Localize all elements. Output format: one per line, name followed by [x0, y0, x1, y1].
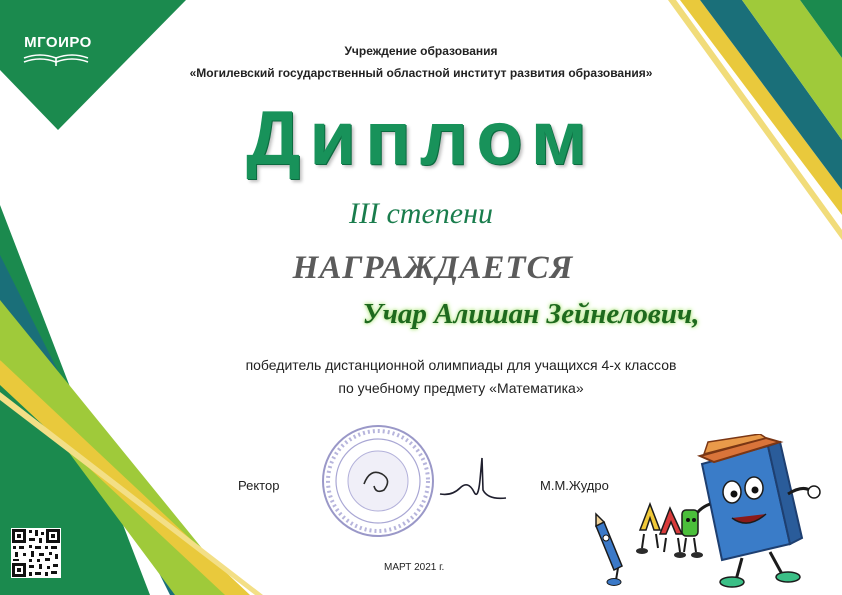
cartoon-book-mascot-illustration: [582, 434, 828, 588]
official-stamp: [318, 422, 438, 540]
qr-code: [11, 528, 61, 578]
diploma-title: Диплом: [246, 96, 596, 181]
cartoon-letters: [636, 504, 703, 558]
signature-role: Ректор: [238, 478, 280, 493]
logo-text: МГОИРО: [24, 34, 92, 51]
institution-line-2: «Могилевский государственный областной институт развития образования»: [189, 66, 653, 80]
awarded-label: НАГРАЖДАЕТСЯ: [292, 250, 574, 286]
description-line-2: по учебному предмету «Математика»: [338, 380, 584, 396]
cartoon-pencil: [596, 514, 622, 586]
institution-line-1: Учреждение образования: [344, 44, 498, 58]
recipient-name: Учар Алишан Зейнелович,: [362, 298, 700, 330]
issue-date: МАРТ 2021 г.: [384, 562, 445, 573]
signer-name: М.М.Жудро: [540, 478, 609, 493]
description-line-1: победитель дистанционной олимпиады для учащихся 4-х классов: [245, 357, 677, 373]
handwritten-signature: [436, 452, 516, 508]
degree-label: III степени: [349, 197, 493, 230]
book-mascot: [692, 434, 820, 587]
